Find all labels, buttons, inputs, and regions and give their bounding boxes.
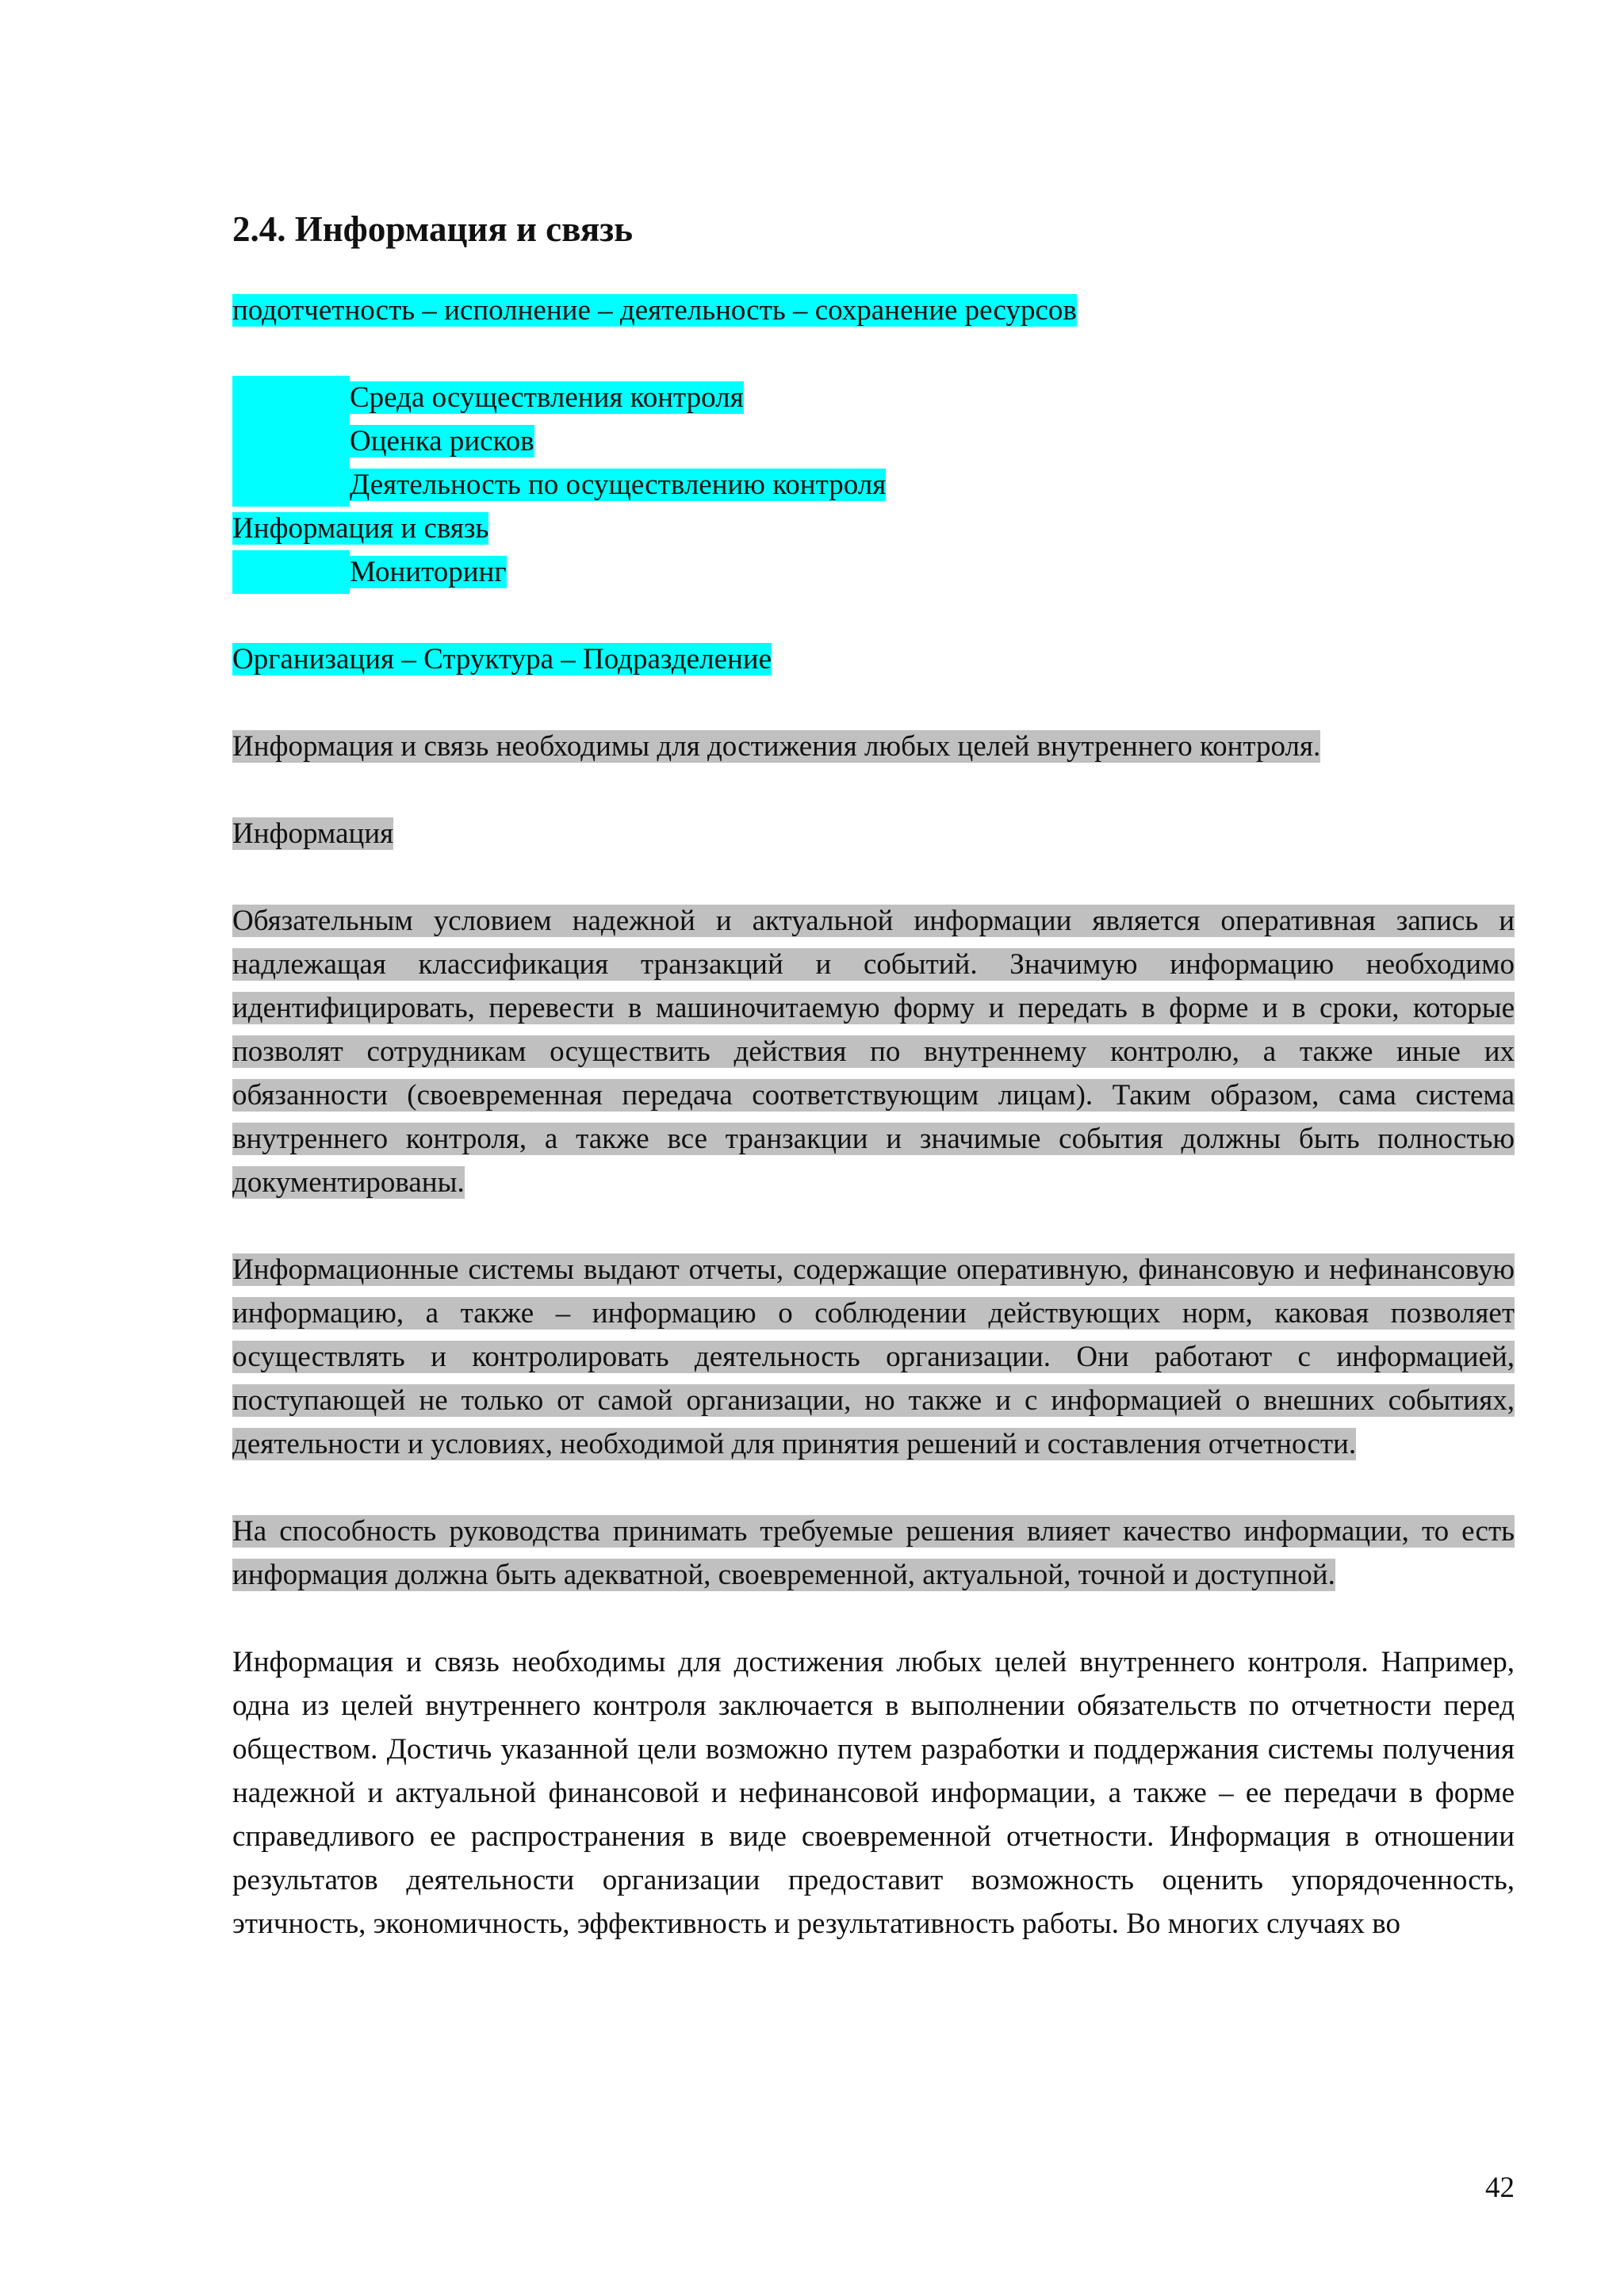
subheading-text: Информация <box>232 817 394 850</box>
paragraph-2 <box>232 1248 1515 1466</box>
paragraph-3-text: На способность руководства принимать требуемые решения влияет качество информации, то есть информация должна быть адекватной, своевременной, актуальной, точной и доступной. <box>232 1515 1515 1591</box>
spacer <box>232 855 1515 899</box>
indent-highlight <box>232 463 350 507</box>
accountability-line <box>232 289 1515 332</box>
component-text: Мониторинг <box>350 556 507 588</box>
component-text: Деятельность по осуществлению контроля <box>350 469 887 501</box>
spacer <box>232 768 1515 812</box>
spacer <box>232 594 1515 637</box>
spacer <box>232 1597 1515 1640</box>
paragraph-4: Информация и связь необходимы для достижения любых целей внутреннего контроля. Например, одна из целей внутреннего контроля заключается в выполнении обязательств по отчетности перед обществом. Достичь указанной цели возможно путем разработки и поддержания системы получения надежной и актуальной финансовой и нефинансовой информации, а также – ее передачи в форме справедливого ее распространения в виде своевременной отчетности. Информация в отношении результатов деятельности организации предоставит возможность оценить упорядоченность, этичность, экономичность, эффективность и результативность работы. Во многих случаях во <box>232 1646 1515 1940</box>
component-text: Оценка рисков <box>350 425 534 457</box>
paragraph-2-text: Информационные системы выдают отчеты, содержащие оперативную, финансовую и нефинансовую информацию, а также – информацию о соблюдении действующих норм, каковая позволяет осуществлять и контролировать деятельность организации. Они работают с информацией, поступающей не только от самой организации, но также и с информацией о внешних событиях, деятельности и условиях, необходимой для принятия решений и составления отчетности. <box>232 1253 1515 1460</box>
indent-highlight <box>232 419 350 463</box>
component-line <box>232 463 1515 507</box>
paragraph-3 <box>232 1510 1515 1597</box>
paragraph-1-text: Обязательным условием надежной и актуальной информации является оперативная запись и надлежащая классификация транзакций и событий. Значимую информацию необходимо идентифицировать, перевести в машиночитаемую форму и передать в форме и в сроки, которые позволят сотрудникам осуществить действия по внутреннему контролю, а также иные их обязанности (своевременная передача соответствующим лицам). Таким образом, сама система внутреннего контроля, а также все транзакции и значимые события должны быть полностью документированы. <box>232 905 1515 1199</box>
component-line <box>232 376 1515 419</box>
intro-line <box>232 725 1515 768</box>
component-text: Среда осуществления контроля <box>350 381 744 414</box>
indent-highlight <box>232 550 350 594</box>
intro-text: Информация и связь необходимы для достижения любых целей внутреннего контроля. <box>232 730 1321 763</box>
component-text: Информация и связь <box>232 512 489 545</box>
paragraph-1 <box>232 899 1515 1204</box>
component-line <box>232 419 1515 463</box>
organization-line <box>232 637 1515 681</box>
subheading-line <box>232 812 1515 855</box>
component-line <box>232 550 1515 594</box>
page-number: 42 <box>1485 2172 1515 2204</box>
organization-text: Организация – Структура – Подразделение <box>232 643 772 675</box>
spacer <box>232 1204 1515 1248</box>
spacer <box>232 1466 1515 1510</box>
spacer <box>232 332 1515 376</box>
section-heading: 2.4. Информация и связь <box>232 209 634 249</box>
accountability-text: подотчетность – исполнение – деятельность – сохранение ресурсов <box>232 294 1077 327</box>
indent-highlight <box>232 376 350 419</box>
page-content <box>232 201 1515 1946</box>
component-line <box>232 507 1515 550</box>
spacer <box>232 681 1515 725</box>
